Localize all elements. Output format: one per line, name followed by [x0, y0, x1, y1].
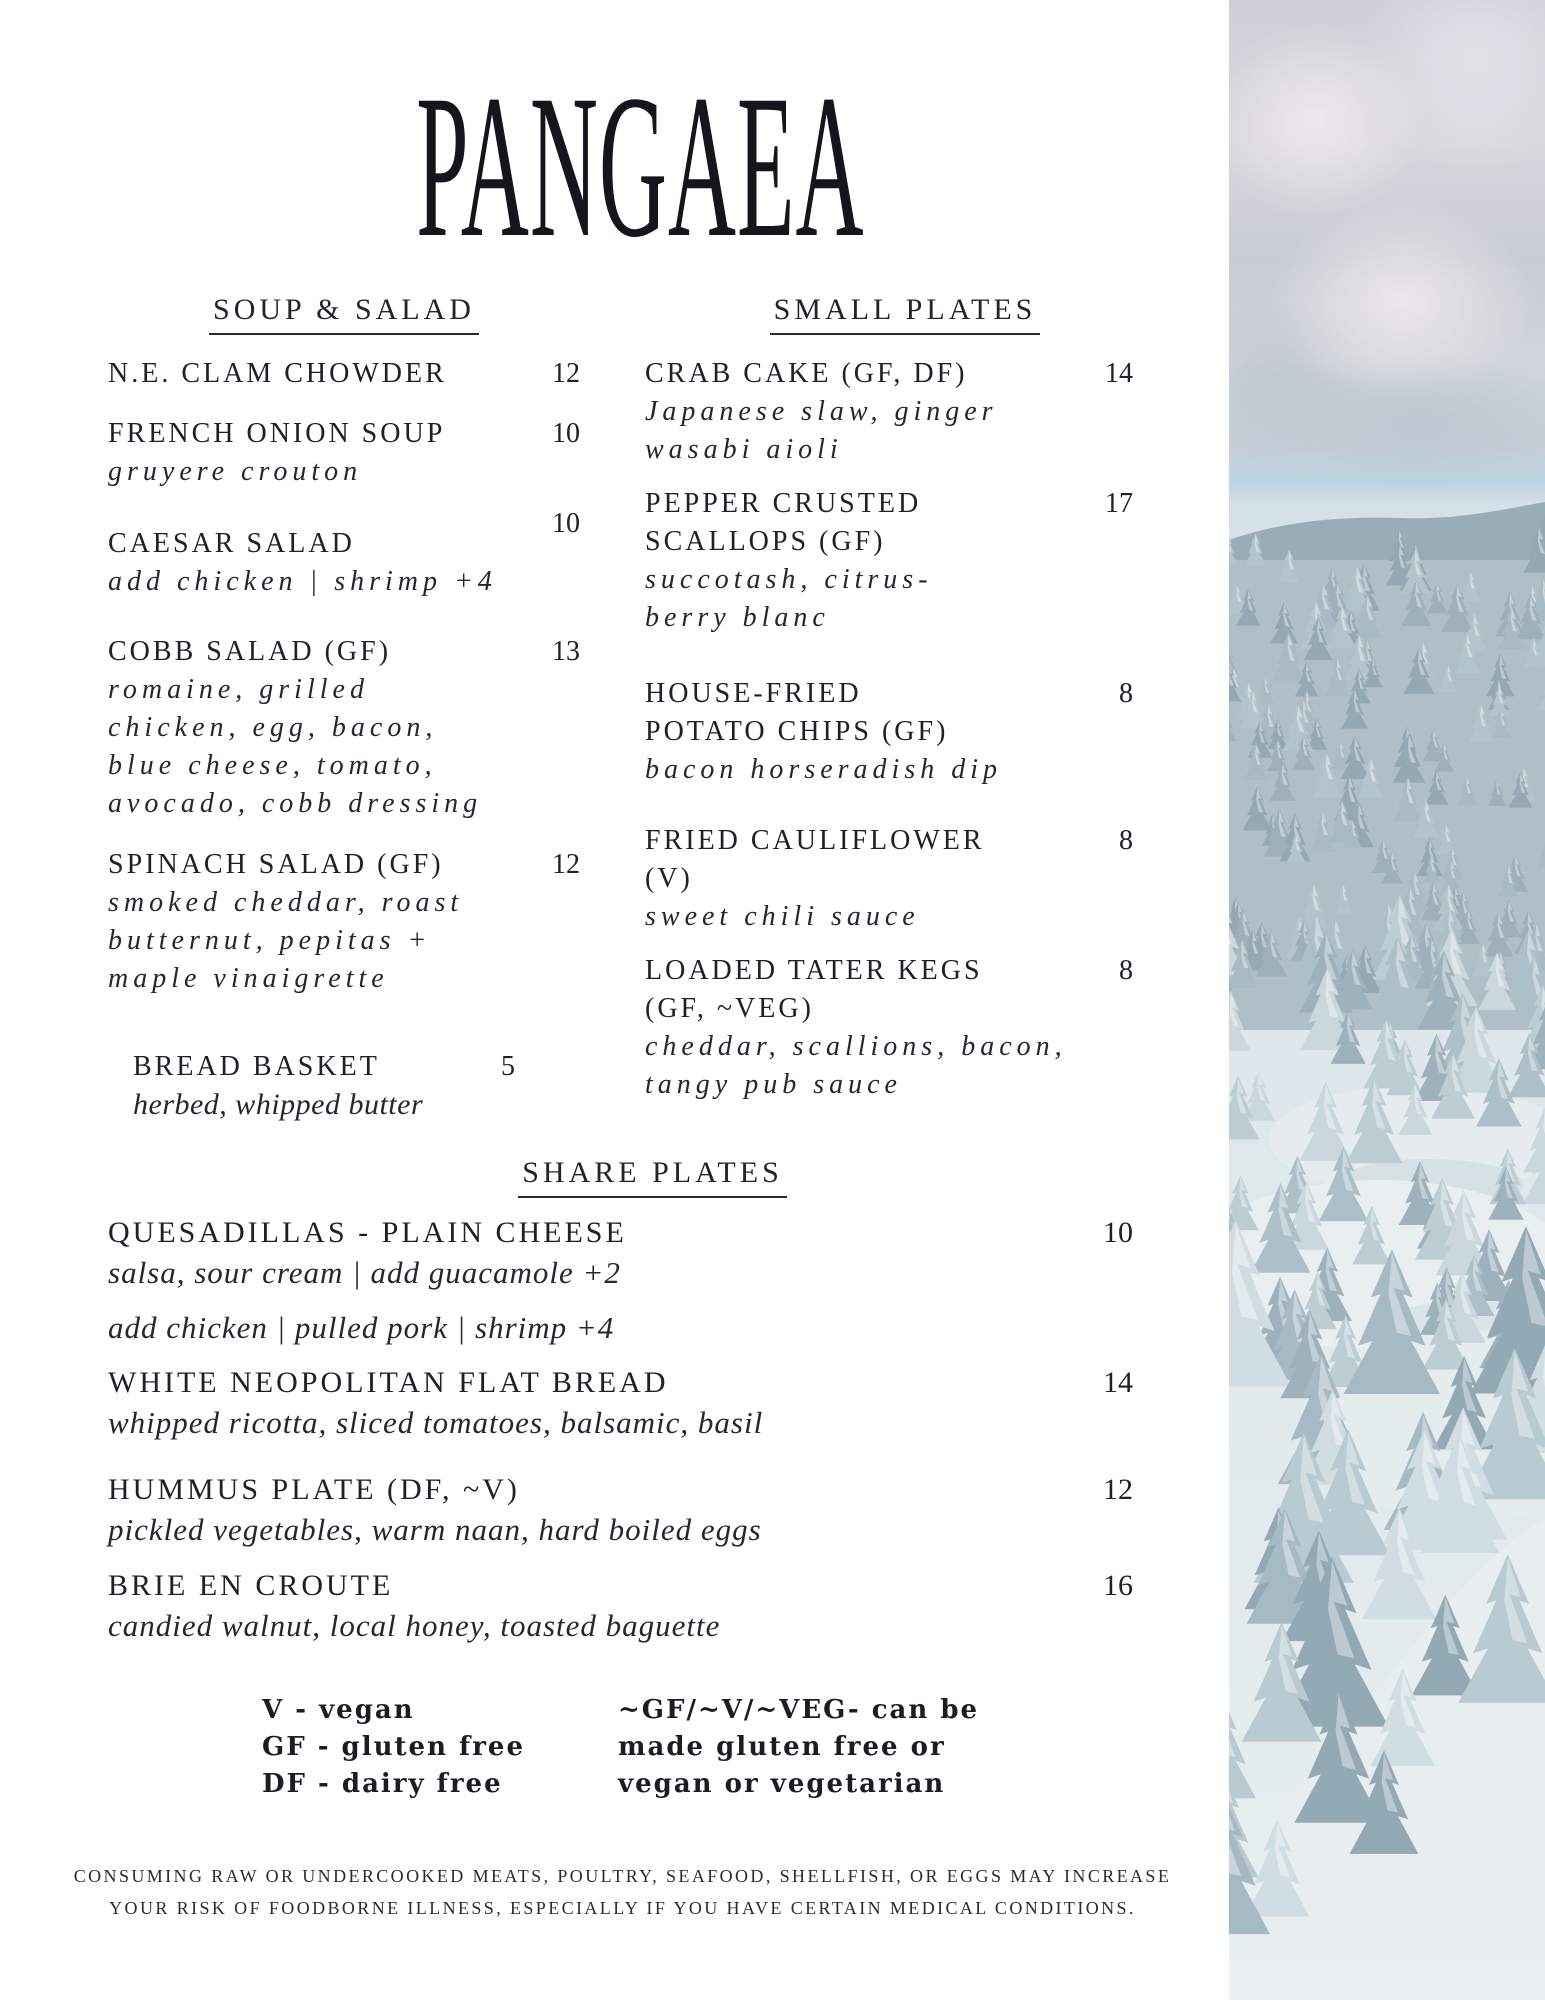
menu-item-crab-cake	[645, 355, 1133, 469]
item-name: HOUSE-FRIED	[645, 678, 862, 709]
disclaimer-line: YOUR RISK OF FOODBORNE ILLNESS, ESPECIALLY IF YOU HAVE CERTAIN MEDICAL CONDITIONS.	[109, 1898, 1136, 1918]
item-description: Japanese slaw, ginger wasabi aioli	[645, 396, 998, 465]
item-description: smoked cheddar, roast butternut, pepitas + maple vinaigrette	[108, 887, 464, 994]
item-name: COBB SALAD (GF)	[108, 636, 392, 667]
item-price: 10	[552, 418, 580, 449]
item-description: gruyere crouton	[108, 456, 363, 487]
menu-item-bread-basket	[108, 1048, 580, 1124]
item-price: 13	[552, 636, 580, 667]
item-description: cheddar, scallions, bacon, tangy pub sauce	[645, 1031, 1067, 1100]
section-heading: SMALL PLATES	[770, 293, 1041, 335]
menu-item-house-fried-potato-chips	[645, 675, 1133, 789]
item-price: 10	[1103, 1216, 1133, 1249]
winter-forest-illustration	[1229, 0, 1545, 2000]
section-header-soup-salad	[108, 293, 580, 335]
legend-line: GF - gluten free	[262, 1732, 525, 1762]
disclaimer-line: CONSUMING RAW OR UNDERCOOKED MEATS, POULTRY, SEAFOOD, SHELLFISH, OR EGGS MAY INCREASE	[73, 1866, 1172, 1886]
menu-item-quesadillas	[108, 1213, 1133, 1348]
menu-item-french-onion	[108, 415, 580, 491]
item-description: bacon horseradish dip	[645, 754, 1002, 785]
legend-line: ~GF/~V/~VEG- can be	[618, 1695, 980, 1725]
dietary-legend-left	[262, 1692, 525, 1803]
item-name: BRIE EN CROUTE	[108, 1569, 394, 1602]
item-name: PEPPER CRUSTED	[645, 488, 922, 519]
item-description: candied walnut, local honey, toasted baguette	[108, 1608, 721, 1643]
item-price: 12	[552, 849, 580, 880]
item-description: succotash, citrus- berry blanc	[645, 564, 933, 633]
legend-line: made gluten free or	[618, 1732, 946, 1762]
item-price: 8	[1119, 955, 1133, 986]
item-name: CRAB CAKE (GF, DF)	[645, 358, 968, 389]
section-header-small-plates	[655, 293, 1155, 335]
section-heading: SHARE PLATES	[518, 1156, 787, 1198]
item-description: pickled vegetables, warm naan, hard boiled eggs	[108, 1512, 762, 1547]
item-name: FRENCH ONION SOUP	[108, 418, 446, 449]
item-price: 12	[552, 358, 580, 389]
item-name: HUMMUS PLATE (DF, ~V)	[108, 1473, 520, 1506]
item-name: LOADED TATER KEGS	[645, 955, 983, 986]
item-name-line-2: (V)	[645, 863, 693, 894]
item-description: herbed, whipped butter	[133, 1088, 424, 1121]
menu-item-pepper-crusted-scallops	[645, 485, 1133, 637]
menu-item-hummus-plate	[108, 1470, 1133, 1550]
legend-line: vegan or vegetarian	[618, 1769, 946, 1799]
menu-item-loaded-tater-kegs	[645, 952, 1133, 1104]
item-name-line-2: (GF, ~VEG)	[645, 993, 814, 1024]
item-price: 14	[1103, 1366, 1133, 1399]
menu-item-brie-en-croute	[108, 1566, 1133, 1646]
item-description: add chicken | shrimp +4	[108, 566, 497, 597]
menu-item-spinach-salad	[108, 846, 580, 998]
item-price: 5	[501, 1051, 515, 1082]
item-name: FRIED CAULIFLOWER	[645, 825, 985, 856]
menu-item-cobb-salad	[108, 633, 580, 823]
item-price: 12	[1103, 1473, 1133, 1506]
item-name: CAESAR SALAD	[108, 528, 355, 559]
restaurant-title	[0, 53, 1280, 280]
item-description: whipped ricotta, sliced tomatoes, balsamic, basil	[108, 1405, 764, 1440]
item-name: WHITE NEOPOLITAN FLAT BREAD	[108, 1366, 669, 1399]
item-price: 8	[1119, 825, 1133, 856]
item-name-line-2: SCALLOPS (GF)	[645, 526, 886, 557]
item-description: romaine, grilled chicken, egg, bacon, blue cheese, tomato, avocado, cobb dressing	[108, 674, 483, 819]
restaurant-name: PANGAEA	[415, 53, 865, 280]
menu-item-white-neopolitan-flat-bread	[108, 1363, 1133, 1443]
legend-line: DF - dairy free	[262, 1769, 503, 1799]
item-price: 10	[552, 508, 580, 539]
item-name: QUESADILLAS - PLAIN CHEESE	[108, 1216, 627, 1249]
menu-item-fried-cauliflower	[645, 822, 1133, 936]
winter-forest-photo	[1229, 0, 1545, 2000]
item-description: sweet chili sauce	[645, 901, 920, 932]
dietary-legend-right	[618, 1692, 979, 1803]
item-name-line-2: POTATO CHIPS (GF)	[645, 716, 949, 747]
item-name: N.E. CLAM CHOWDER	[108, 358, 447, 389]
item-price: 16	[1103, 1569, 1133, 1602]
item-name: SPINACH SALAD (GF)	[108, 849, 444, 880]
item-price: 14	[1105, 358, 1133, 389]
food-safety-disclaimer	[0, 1860, 1245, 1924]
menu-item-clam-chowder	[108, 355, 580, 393]
section-header-share-plates	[140, 1156, 1165, 1198]
section-heading: SOUP & SALAD	[209, 293, 479, 335]
legend-line: V - vegan	[262, 1695, 415, 1725]
item-price: 17	[1105, 488, 1133, 519]
menu-item-caesar-salad	[108, 508, 580, 601]
item-description: salsa, sour cream | add guacamole +2 add chicken | pulled pork | shrimp +4	[108, 1255, 621, 1345]
item-name: BREAD BASKET	[133, 1051, 380, 1082]
item-price: 8	[1119, 678, 1133, 709]
